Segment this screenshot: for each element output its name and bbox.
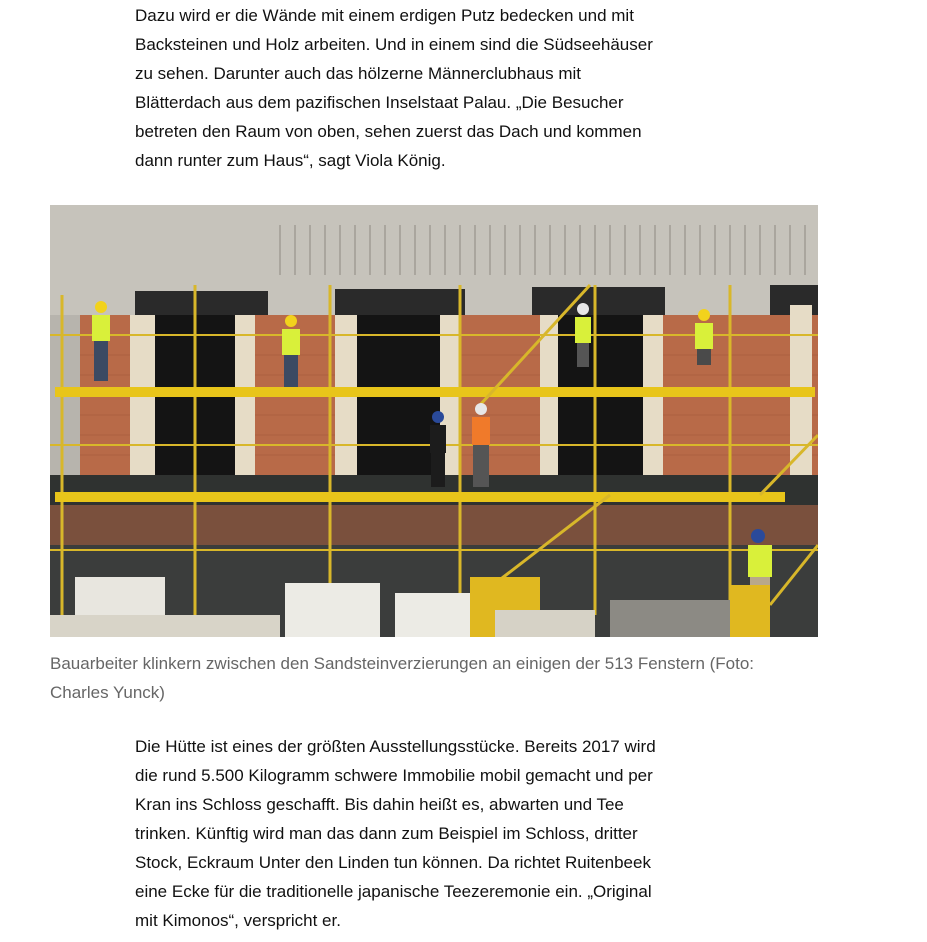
paragraph-line: betreten den Raum von oben, sehen zuerst das Dach und kommen (135, 122, 642, 141)
article-paragraph-1 (135, 1, 705, 175)
paragraph-line: Stock, Eckraum Unter den Linden tun können. Da richtet Ruitenbeek (135, 853, 651, 872)
paragraph-line: dann runter zum Haus“, sagt Viola König. (135, 151, 446, 170)
paragraph-line: eine Ecke für die traditionelle japanische Teezeremonie ein. „Original (135, 882, 652, 901)
paragraph-line: Die Hütte ist eines der größten Ausstellungsstücke. Bereits 2017 wird (135, 737, 656, 756)
paragraph-line: mit Kimonos“, verspricht er. (135, 911, 341, 930)
paragraph-line: Dazu wird er die Wände mit einem erdigen Putz bedecken und mit (135, 6, 634, 25)
image-caption (50, 649, 830, 707)
paragraph-line: Backsteinen und Holz arbeiten. Und in einem sind die Südseehäuser (135, 35, 653, 54)
paragraph-line: zu sehen. Darunter auch das hölzerne Männerclubhaus mit (135, 64, 582, 83)
paragraph-line: Kran ins Schloss geschafft. Bis dahin heißt es, abwarten und Tee (135, 795, 624, 814)
article-paragraph-2 (135, 732, 705, 935)
paragraph-line: trinken. Künftig wird man das dann zum Beispiel im Schloss, dritter (135, 824, 638, 843)
caption-line: Bauarbeiter klinkern zwischen den Sandsteinverzierungen an einigen der 513 Fenstern (Foto: (50, 654, 755, 673)
paragraph-line: Blätterdach aus dem pazifischen Inselstaat Palau. „Die Besucher (135, 93, 624, 112)
paragraph-line: die rund 5.500 Kilogramm schwere Immobilie mobil gemacht und per (135, 766, 653, 785)
caption-line: Charles Yunck) (50, 683, 165, 702)
article-photo-construction-site (50, 205, 818, 637)
